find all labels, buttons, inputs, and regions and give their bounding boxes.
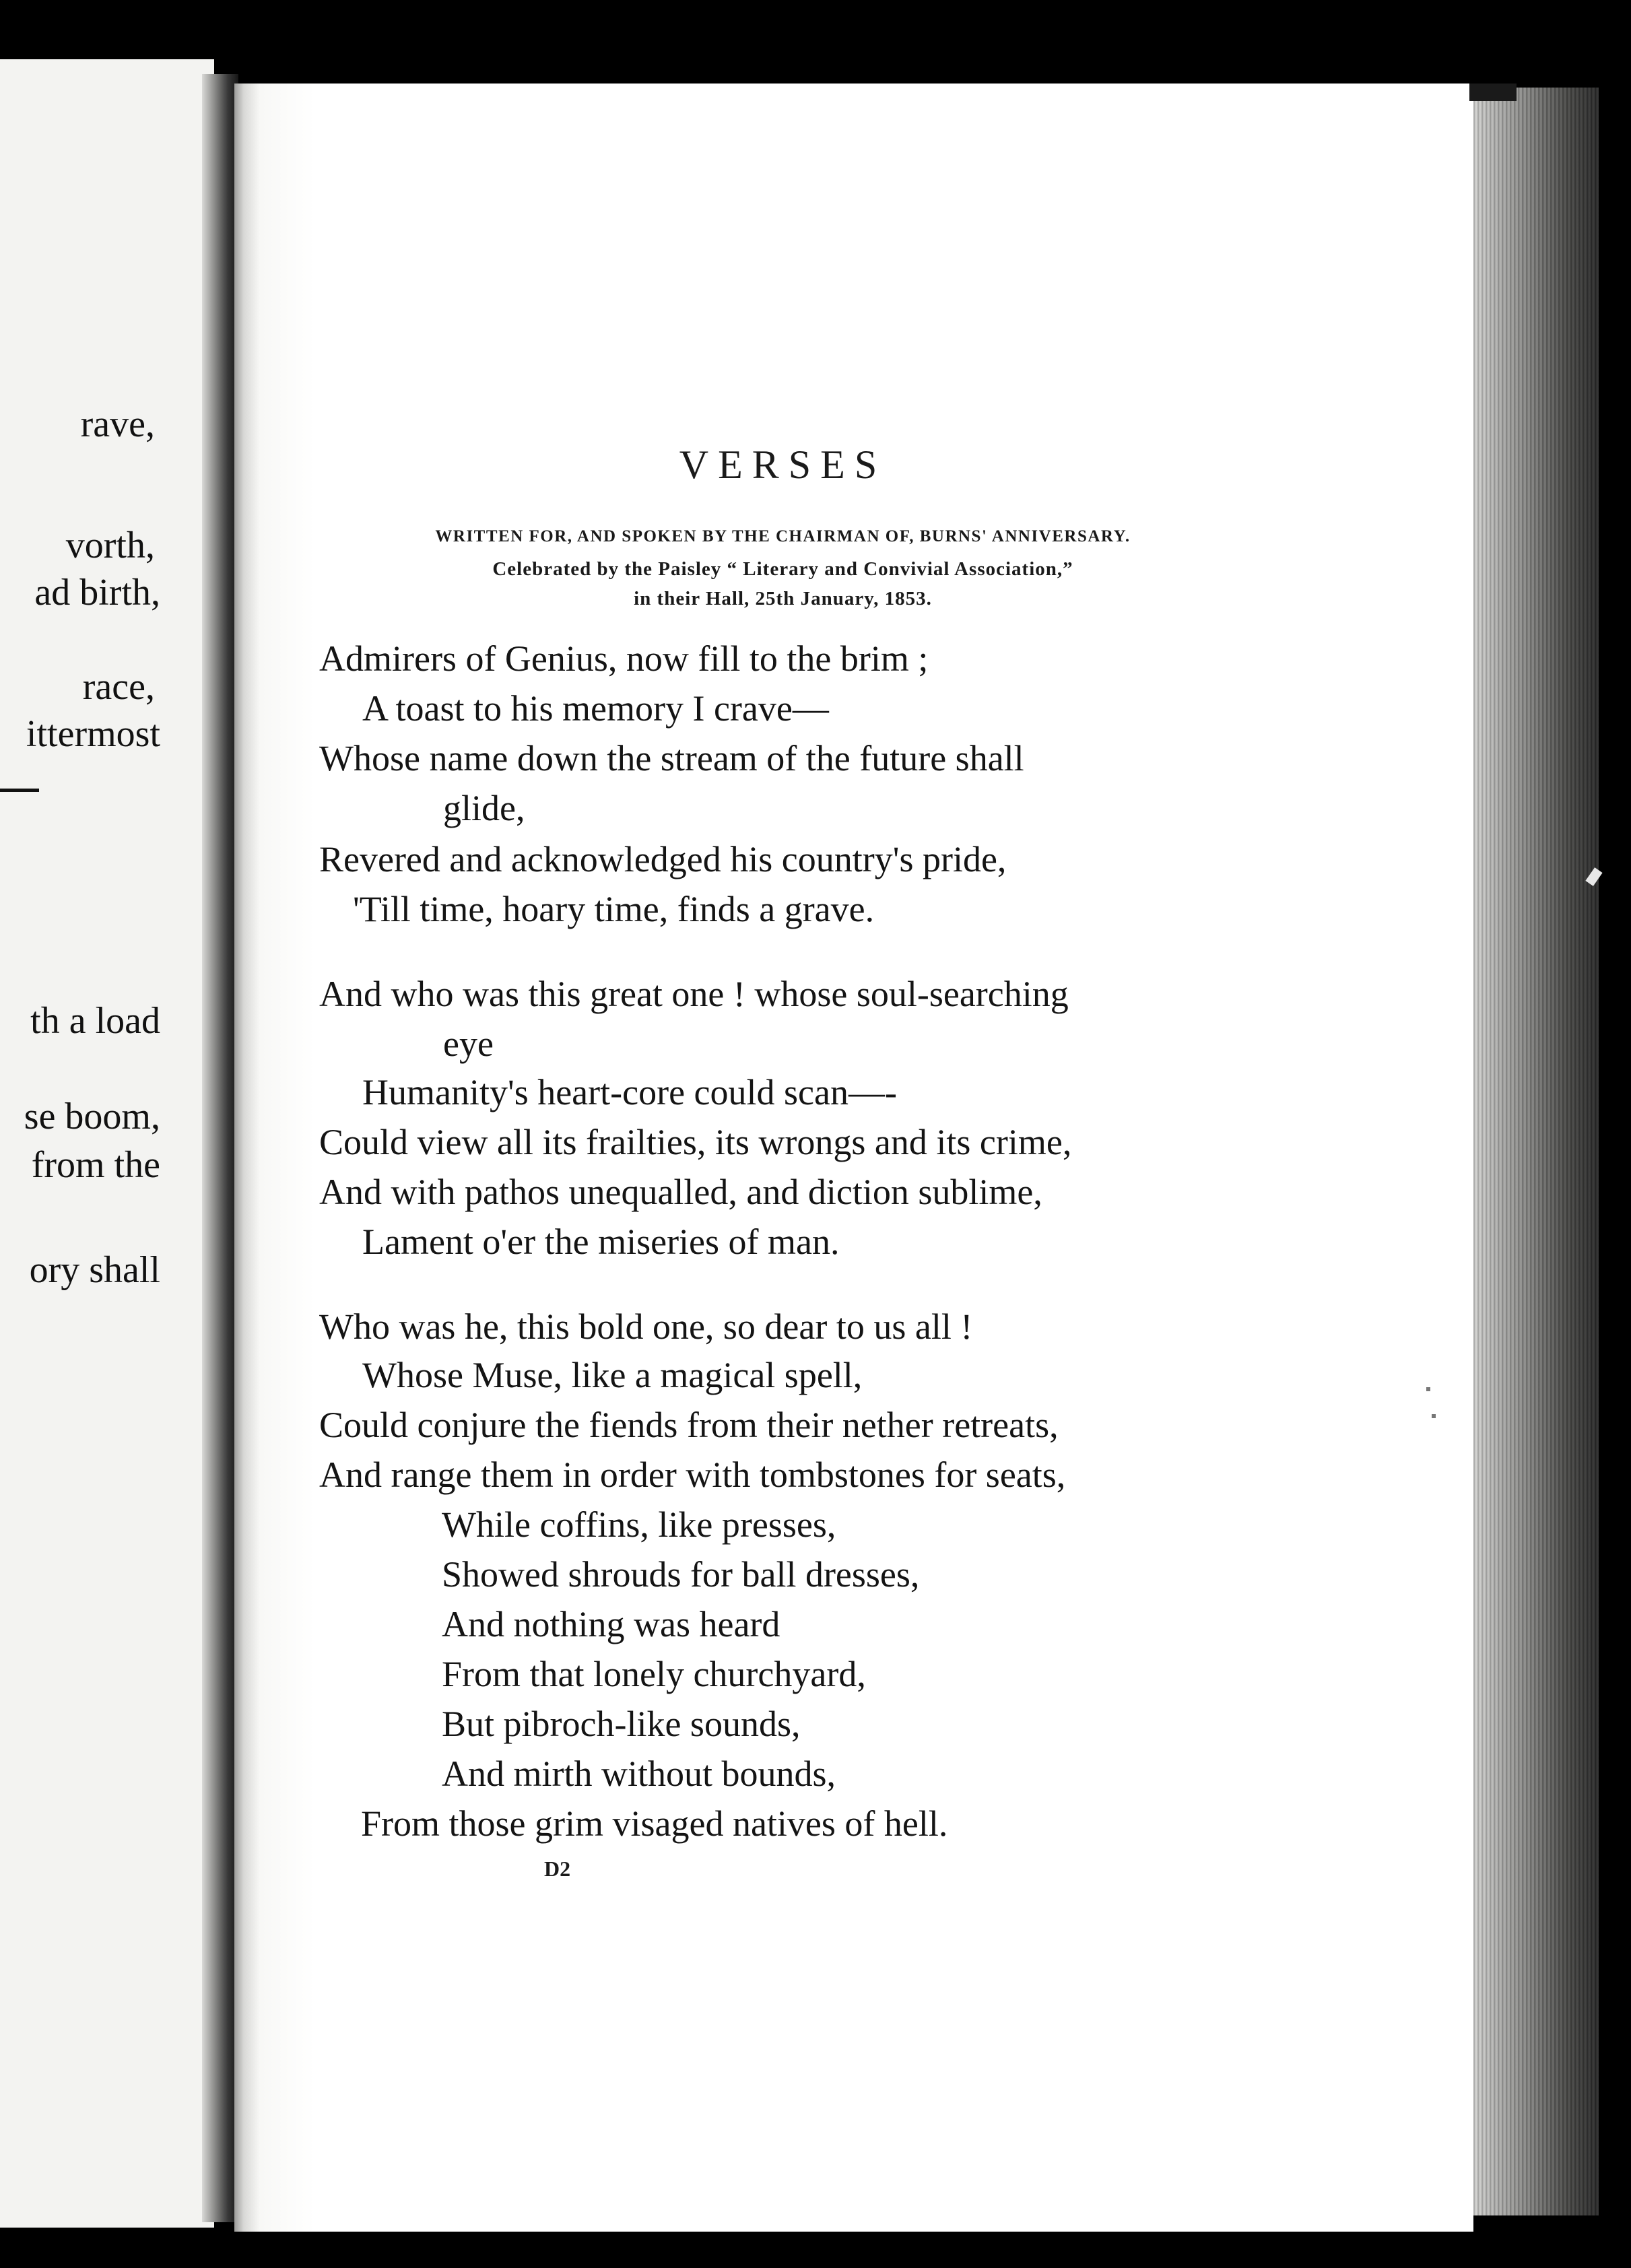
scan-speck [1426,1387,1430,1391]
verse-line: Humanity's heart-core could scan—- [362,1072,897,1112]
page-fore-edge [1473,88,1599,2215]
verse-line: Who was he, this bold one, so dear to us all ! [319,1306,973,1347]
left-page-line: ad birth, [34,572,160,613]
verse-line: And nothing was heard [442,1604,780,1644]
poem-occasion: Celebrated by the Paisley “ Literary and Convivial Association,” [492,558,1073,580]
verse-line: 'Till time, hoary time, finds a grave. [353,889,875,929]
page-edge-shadow [1469,84,1517,101]
poem-occasion-date: in their Hall, 25th January, 1853. [634,588,932,609]
verse-line: And range them in order with tombstones for seats, [319,1455,1066,1495]
verse-line: Admirers of Genius, now fill to the brim ; [319,638,929,679]
book-gutter [202,74,238,2222]
verse-line: A toast to his memory I crave— [362,688,829,729]
poem-subtitle: WRITTEN FOR, AND SPOKEN BY THE CHAIRMAN OF, BURNS' ANNIVERSARY. [435,527,1131,545]
scan-speck [1432,1414,1436,1418]
verse-line: eye [443,1024,494,1064]
verse-line: While coffins, like presses, [442,1504,836,1545]
verse-line: Showed shrouds for ball dresses, [442,1554,920,1595]
verse-line: glide, [443,788,525,828]
poem-title: VERSES [679,442,887,487]
verse-line: Lament o'er the miseries of man. [362,1222,840,1262]
verse-line: And who was this great one ! whose soul-searching [319,974,1069,1014]
verse-line: Could conjure the fiends from their nether retreats, [319,1405,1059,1445]
left-page-rule [0,789,39,792]
left-page-line: ory shall [29,1249,160,1291]
verse-line: Could view all its frailties, its wrongs and its crime, [319,1122,1072,1162]
verse-line: And with pathos unequalled, and diction sublime, [319,1172,1042,1212]
verse-line: From those grim visaged natives of hell. [361,1803,948,1844]
verse-line: Whose name down the stream of the future shall [319,738,1024,778]
left-page-line: rave, [80,403,155,445]
left-page-line: se boom, [24,1096,160,1137]
signature-mark: D2 [544,1857,571,1881]
verse-line: Whose Muse, like a magical spell, [362,1355,863,1395]
left-page-line: vorth, [65,525,155,566]
left-facing-page [0,59,214,2228]
verse-line: From that lonely churchyard, [442,1654,866,1694]
verse-line: Revered and acknowledged his country's pride, [319,839,1007,879]
verse-line: And mirth without bounds, [442,1754,836,1794]
left-page-line: th a load [30,1000,160,1042]
left-page-line: ittermost [26,713,160,755]
left-page-line: race, [82,666,155,708]
left-page-line: from the [31,1144,160,1186]
verse-line: But pibroch-like sounds, [442,1704,801,1744]
